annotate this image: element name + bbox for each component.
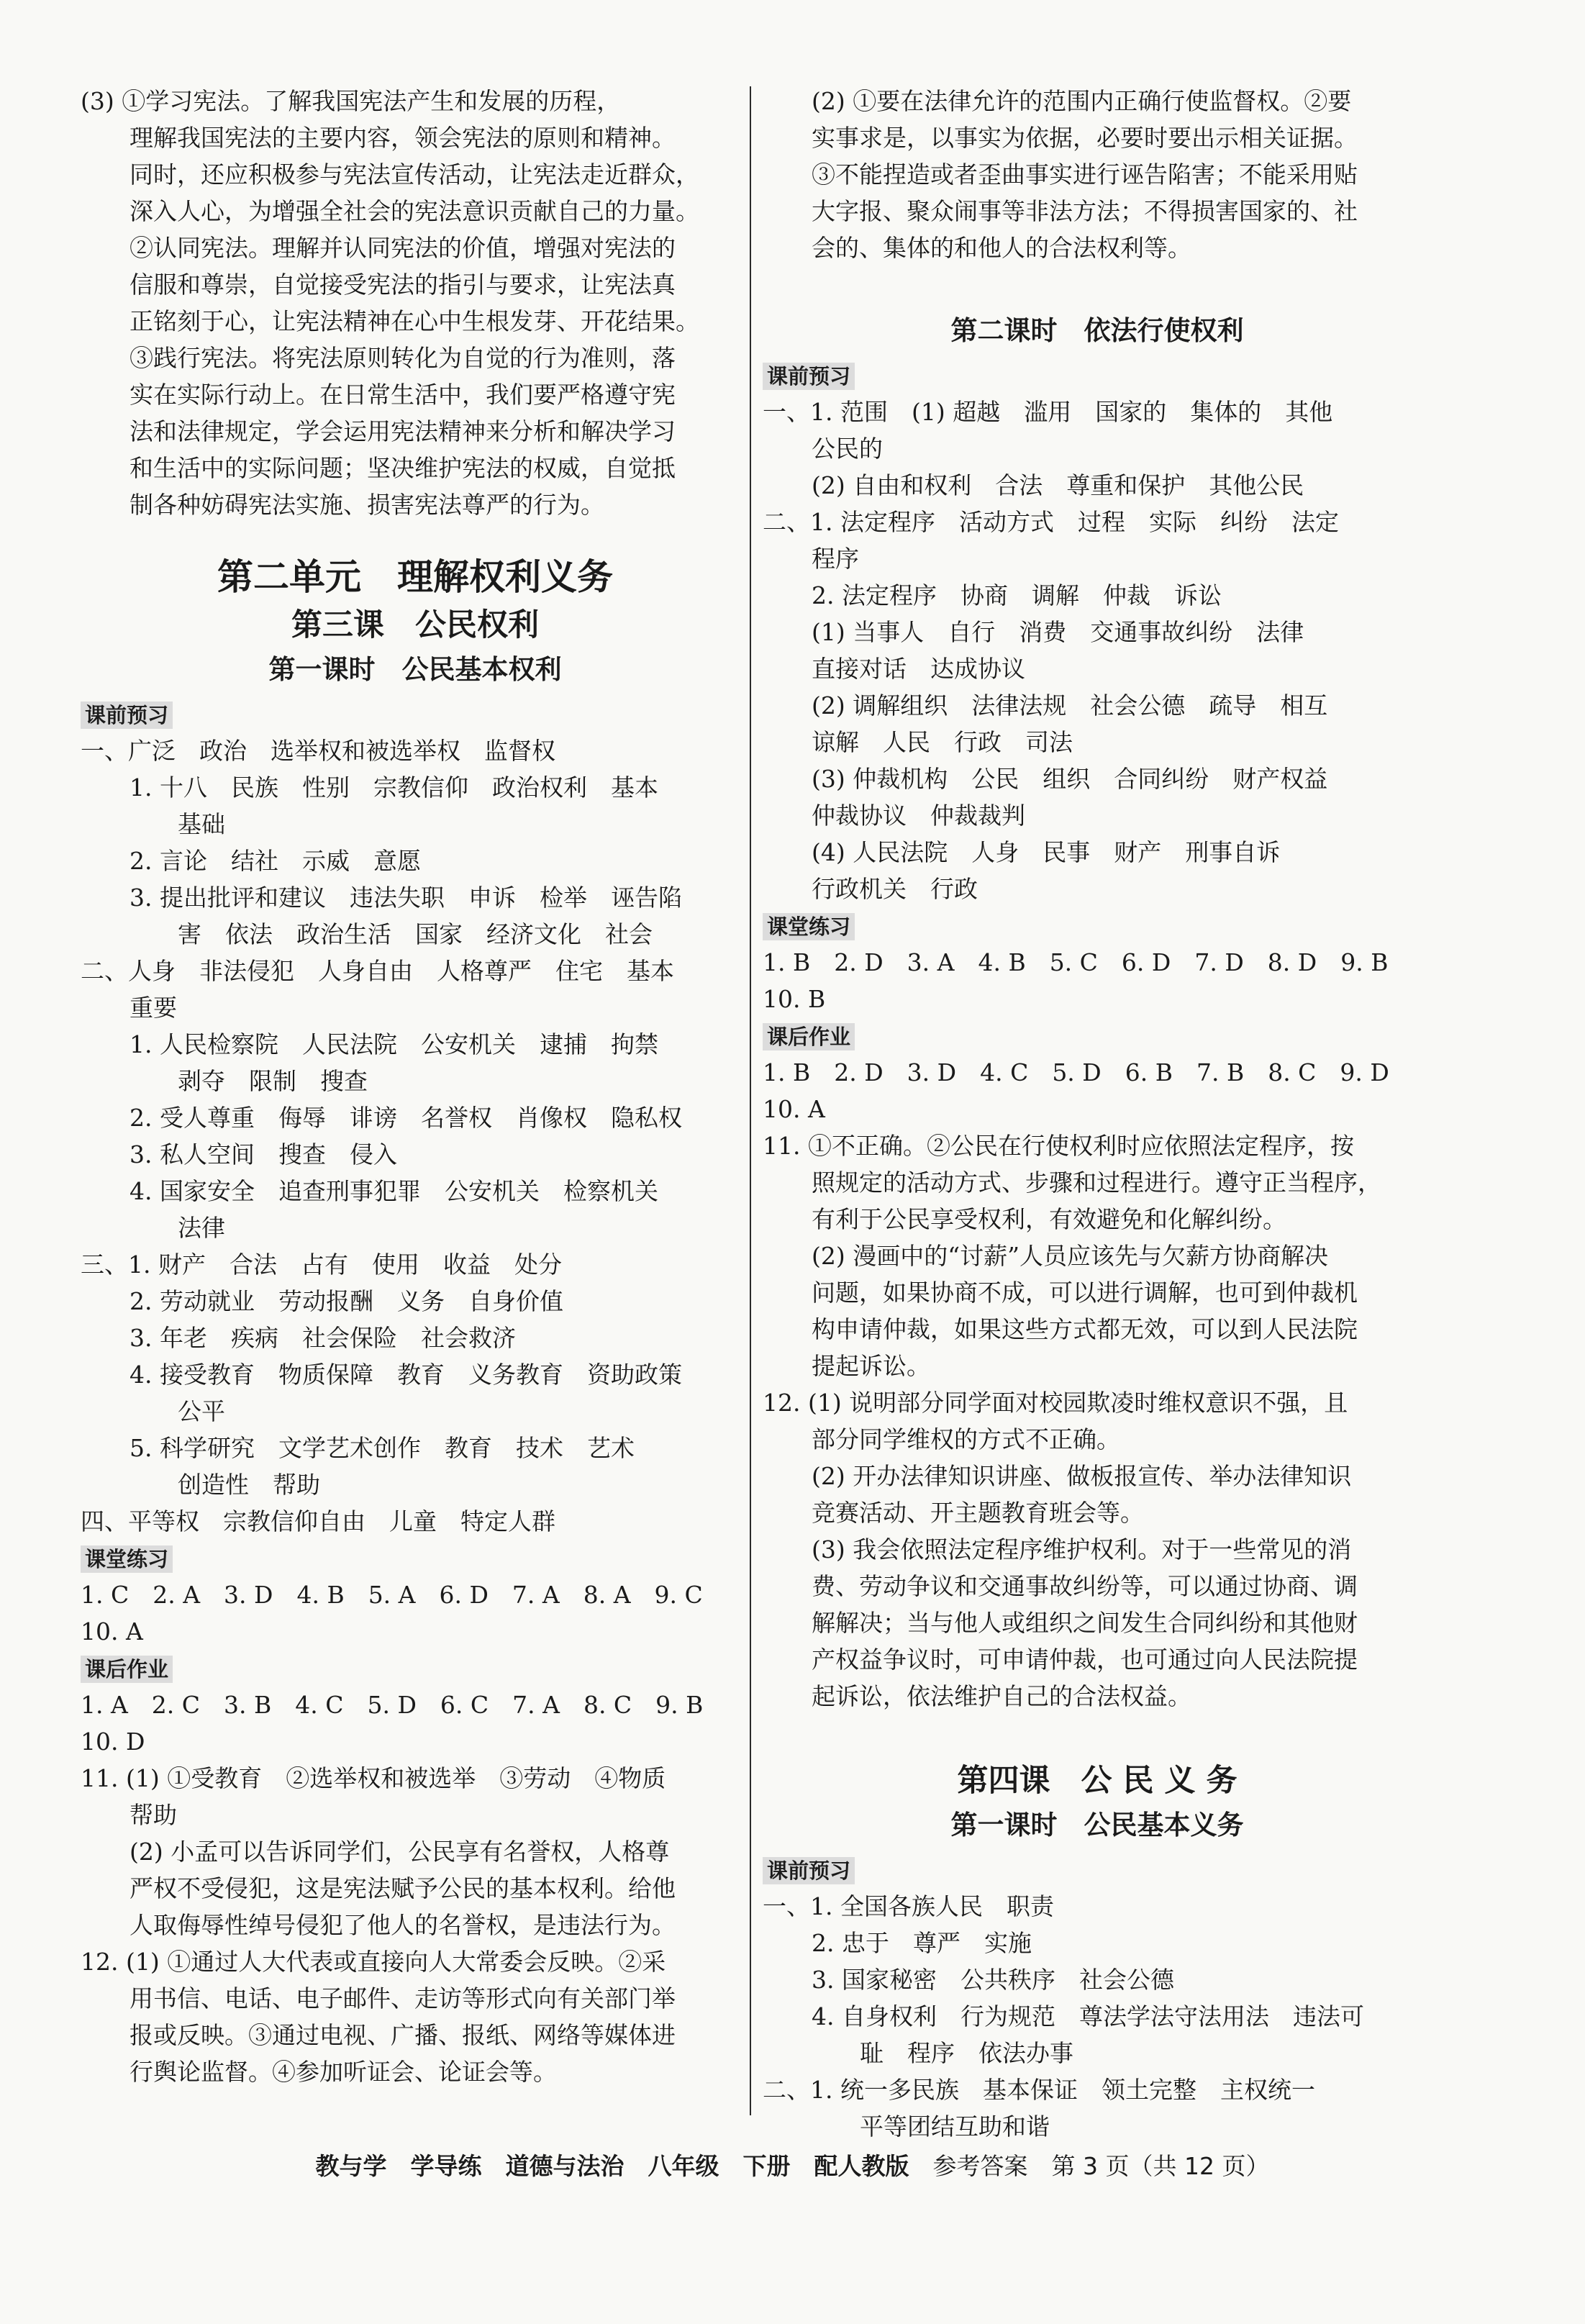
column-divider: [750, 86, 751, 2115]
answer-line: 人取侮辱性绰号侵犯了他人的名誉权，是违法行为。: [130, 1911, 676, 1939]
answer-line: 10. B: [763, 985, 826, 1013]
answer-line: 竞赛活动、开主题教育班会等。: [812, 1499, 1144, 1527]
answer-line: (2) 漫画中的“讨薪”人员应该先与欠薪方协商解决: [812, 1242, 1328, 1270]
period-heading: 第一课时 公民基本义务: [950, 1810, 1244, 1840]
answer-line: 1. 人民检察院 人民法院 公安机关 逮捕 拘禁: [130, 1030, 658, 1058]
answer-line: 公民的: [812, 435, 883, 463]
answer-line: 理解我国宪法的主要内容，领会宪法的原则和精神。: [130, 124, 676, 152]
answer-line: 3. 提出批评和建议 违法失职 申诉 检举 诬告陷: [130, 884, 682, 912]
section-tag-row: [763, 1851, 1432, 1888]
answer-line: 4. 国家安全 追查刑事犯罪 公安机关 检察机关: [130, 1177, 658, 1205]
answer-line: 二、1. 法定程序 活动方式 过程 实际 纠纷 法定: [763, 508, 1339, 536]
answer-line: 深入人心，为增强全社会的宪法意识贡献自己的力量。: [130, 197, 699, 225]
answer-line: 仲裁协议 仲裁裁判: [812, 802, 1025, 830]
answer-line: 3. 私人空间 搜查 侵入: [130, 1140, 397, 1168]
answer-line: 12. (1) 说明部分同学面对校园欺凌时维权意识不强，且: [763, 1389, 1348, 1417]
period-heading: 第一课时 公民基本权利: [268, 654, 562, 685]
answer-line: 实在实际行动上。在日常生活中，我们要严格遵守宪: [130, 381, 676, 409]
answer-line: 费、劳动争议和交通事故纠纷等，可以通过协商、调: [812, 1572, 1358, 1600]
answer-line: 4. 接受教育 物质保障 教育 义务教育 资助政策: [130, 1361, 682, 1389]
answer-line: 信服和尊崇，自觉接受宪法的指引与要求，让宪法真: [130, 271, 676, 299]
answer-line: ③不能捏造或者歪曲事实进行诬告陷害；不能采用贴: [812, 160, 1358, 189]
answer-line: 三、1. 财产 合法 占有 使用 收益 处分: [81, 1250, 562, 1279]
answer-line: 直接对话 达成协议: [812, 655, 1025, 683]
answer-line: (3) 仲裁机构 公民 组织 合同纠纷 财产权益: [812, 765, 1328, 793]
answer-line: 正铭刻于心，让宪法精神在心中生根发芽、开花结果。: [130, 307, 699, 335]
answer-line: 12. (1) ①通过人大代表或直接向人大常委会反映。②采: [81, 1948, 666, 1976]
page-footer: [0, 2148, 1585, 2182]
answer-line: 3. 年老 疾病 社会保险 社会救济: [130, 1324, 516, 1352]
section-tag: 课前预习: [763, 363, 855, 390]
answer-line: 剥夺 限制 搜查: [178, 1067, 368, 1095]
answer-line: (3) ①学习宪法。了解我国宪法产生和发展的历程，: [81, 87, 621, 115]
answer-line: 一、1. 范围 (1) 超越 滥用 国家的 集体的 其他: [763, 398, 1333, 426]
answer-line: 行舆论监督。④参加听证会、论证会等。: [130, 2058, 557, 2086]
answer-line: (2) 开办法律知识讲座、做板报宣传、举办法律知识: [812, 1462, 1352, 1490]
footer-section: 参考答案: [932, 2152, 1028, 2180]
answer-line: 5. 科学研究 文学艺术创作 教育 技术 艺术: [130, 1434, 635, 1462]
answer-line: 四、平等权 宗教信仰自由 儿童 特定人群: [81, 1507, 555, 1535]
answer-line: 有利于公民享受权利，有效避免和化解纠纷。: [812, 1205, 1286, 1233]
answer-line: (1) 当事人 自行 消费 交通事故纠纷 法律: [812, 618, 1304, 646]
answer-line: (2) 自由和权利 合法 尊重和保护 其他公民: [812, 471, 1304, 499]
answer-line: 2. 劳动就业 劳动报酬 义务 自身价值: [130, 1287, 563, 1315]
answer-line: 严权不受侵犯，这是宪法赋予公民的基本权利。给他: [130, 1874, 676, 1902]
section-tag: 课堂练习: [763, 913, 855, 940]
answer-line: 问题，如果协商不成，可以进行调解，也可到仲裁机: [812, 1279, 1358, 1307]
answer-line: 2. 法定程序 协商 调解 仲裁 诉讼: [812, 581, 1222, 609]
answer-line: 1. A 2. C 3. B 4. C 5. D 6. C 7. A 8. C 9. B: [81, 1691, 704, 1719]
section-tag-row: [81, 1650, 750, 1687]
answer-line: 2. 忠于 尊严 实施: [812, 1929, 1032, 1957]
answer-line: ③践行宪法。将宪法原则转化为自觉的行为准则，落: [130, 344, 676, 372]
period-heading: 第二课时 依法行使权利: [950, 315, 1244, 346]
answer-line: 二、1. 统一多民族 基本保证 领土完整 主权统一: [763, 2076, 1315, 2104]
answer-line: 二、人身 非法侵犯 人身自由 人格尊严 住宅 基本: [81, 957, 674, 985]
section-tag: 课前预习: [81, 702, 173, 729]
answer-line: 一、1. 全国各族人民 职责: [763, 1892, 1054, 1920]
answer-line: 10. A: [81, 1617, 143, 1646]
answer-line: 公平: [178, 1397, 225, 1425]
answer-line: 3. 国家秘密 公共秩序 社会公德: [812, 1966, 1174, 1994]
answer-line: 10. D: [81, 1728, 145, 1756]
answer-line: 11. ①不正确。②公民在行使权利时应依照法定程序，按: [763, 1132, 1354, 1160]
left-column: [81, 83, 750, 2090]
answer-line: (3) 我会依照法定程序维护权利。对于一些常见的消: [812, 1535, 1352, 1563]
answer-line: 法律: [178, 1214, 225, 1242]
unit-heading: 第二单元 理解权利义务: [217, 556, 613, 598]
answer-line: 创造性 帮助: [178, 1471, 320, 1499]
answer-line: 害 依法 政治生活 国家 经济文化 社会: [178, 920, 653, 948]
answer-line: 制各种妨碍宪法实施、损害宪法尊严的行为。: [130, 491, 604, 519]
section-tag-row: [763, 1017, 1432, 1054]
answer-line: 同时，还应积极参与宪法宣传活动，让宪法走近群众，: [130, 160, 699, 189]
answer-line: 实事求是，以事实为依据，必要时要出示相关证据。: [812, 124, 1358, 152]
section-tag-row: [81, 696, 750, 732]
section-tag: 课前预习: [763, 1857, 855, 1884]
section-tag-row: [763, 357, 1432, 394]
answer-line: 基础: [178, 810, 225, 838]
section-tag: 课堂练习: [81, 1545, 173, 1573]
lesson-heading: 第四课 公 民 义 务: [957, 1763, 1237, 1799]
answer-line: (2) ①要在法律允许的范围内正确行使监督权。②要: [812, 87, 1352, 115]
answer-line: 起诉讼，依法维护自己的合法权益。: [812, 1682, 1191, 1710]
answer-line: 11. (1) ①受教育 ②选举权和被选举 ③劳动 ④物质: [81, 1764, 666, 1792]
footer-series: 教与学 学导练 道德与法治 八年级 下册 配人教版: [315, 2152, 909, 2180]
answer-line: 2. 受人尊重 侮辱 诽谤 名誉权 肖像权 隐私权: [130, 1104, 682, 1132]
answer-line: 1. B 2. D 3. A 4. B 5. C 6. D 7. D 8. D 9. B: [763, 948, 1389, 976]
answer-line: 行政机关 行政: [812, 875, 978, 903]
answer-line: 帮助: [130, 1801, 177, 1829]
answer-line: 4. 自身权利 行为规范 尊法学法守法用法 违法可: [812, 2002, 1364, 2030]
lesson-heading: 第三课 公民权利: [291, 607, 539, 643]
answer-line: (4) 人民法院 人身 民事 财产 刑事自诉: [812, 838, 1281, 866]
answer-line: 程序: [812, 545, 859, 573]
answer-line: 用书信、电话、电子邮件、走访等形式向有关部门举: [130, 1984, 676, 2012]
answer-line: (2) 调解组织 法律法规 社会公德 疏导 相互: [812, 691, 1328, 720]
answer-line: 1. 十八 民族 性别 宗教信仰 政治权利 基本: [130, 773, 658, 802]
footer-page-number: 第 3 页（共 12 页）: [1051, 2152, 1270, 2180]
answer-line: 会的、集体的和他人的合法权利等。: [812, 234, 1191, 262]
answer-line: (2) 小孟可以告诉同学们，公民享有名誉权，人格尊: [130, 1838, 670, 1866]
section-tag: 课后作业: [763, 1023, 855, 1050]
answer-line: 耻 程序 依法办事: [860, 2039, 1073, 2067]
answer-line: 平等团结互助和谐: [860, 2112, 1050, 2141]
answer-line: 重要: [130, 994, 177, 1022]
answer-line: ②认同宪法。理解并认同宪法的价值，增强对宪法的: [130, 234, 676, 262]
answer-line: 产权益争议时，可申请仲裁，也可通过向人民法院提: [812, 1646, 1358, 1674]
answer-line: 10. A: [763, 1095, 825, 1123]
answer-line: 谅解 人民 行政 司法: [812, 728, 1073, 756]
answer-line: 1. C 2. A 3. D 4. B 5. A 6. D 7. A 8. A 9. C: [81, 1581, 703, 1609]
answer-line: 法和法律规定，学会运用宪法精神来分析和解决学习: [130, 417, 676, 445]
answer-line: 一、广泛 政治 选举权和被选举权 监督权: [81, 737, 555, 765]
answer-line: 和生活中的实际问题；坚决维护宪法的权威，自觉抵: [130, 454, 676, 482]
answer-line: 2. 言论 结社 示威 意愿: [130, 847, 421, 875]
answer-line: 部分同学维权的方式不正确。: [812, 1425, 1120, 1453]
answer-line: 1. B 2. D 3. D 4. C 5. D 6. B 7. B 8. C 9. D: [763, 1058, 1389, 1086]
answer-line: 大字报、聚众闹事等非法方法；不得损害国家的、社: [812, 197, 1358, 225]
answer-line: 解解决；当与他人或组织之间发生合同纠纷和其他财: [812, 1609, 1358, 1637]
answer-line: 报或反映。③通过电视、广播、报纸、网络等媒体进: [130, 2021, 676, 2049]
answer-line: 构申请仲裁，如果这些方式都无效，可以到人民法院: [812, 1315, 1358, 1343]
answer-line: 照规定的活动方式、步骤和过程进行。遵守正当程序，: [812, 1168, 1381, 1197]
right-column: [763, 83, 1432, 2145]
section-tag-row: [763, 907, 1432, 944]
answer-line: 提起诉讼。: [812, 1352, 930, 1380]
section-tag: 课后作业: [81, 1656, 173, 1683]
section-tag-row: [81, 1540, 750, 1576]
